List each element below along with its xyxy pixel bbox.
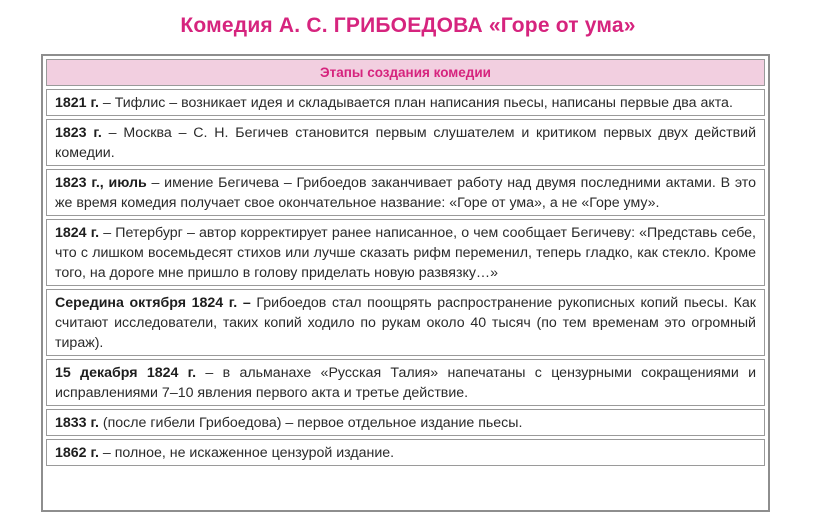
row-date: 15 декабря 1824 г. bbox=[55, 365, 197, 381]
row-text: – в альманахе «Русская Талия» напечатаны с цензурными сокращениями и исправлениями 7–10 явления первого акта и третье действие. bbox=[55, 365, 756, 401]
row-date: 1823 г. bbox=[55, 125, 102, 141]
row-date: 1862 г. bbox=[55, 445, 99, 461]
row-date: 1824 г. bbox=[55, 225, 100, 241]
stages-table bbox=[41, 54, 770, 512]
row-date: 1821 г. bbox=[55, 95, 99, 111]
row-text: – Петербург – автор корректирует ранее написанное, о чем сообщает Бегичеву: «Представь себе, что с лишком восемьдесят стихов или лучше сказать рифм переменил, теперь гладко, как стекло. Кроме того, на дороге мне пришло в голову приделать новую развязку…» bbox=[55, 225, 756, 281]
row-date: 1833 г. bbox=[55, 415, 99, 431]
table-header: Этапы создания комедии bbox=[46, 59, 765, 86]
row-text: Грибоедов стал поощрять распространение рукописных копий пьесы. Как считают исследователи, таких копий ходило по рукам около 40 тысяч (по тем временам это огромный тираж). bbox=[55, 295, 757, 351]
page-title: Комедия А. С. ГРИБОЕДОВА «Горе от ума» bbox=[180, 14, 636, 37]
table-row bbox=[46, 219, 765, 286]
row-date: 1823 г., июль bbox=[55, 175, 147, 191]
row-date: Середина октября 1824 г. – bbox=[55, 295, 251, 311]
table-row bbox=[46, 359, 765, 406]
row-text: – Москва – С. Н. Бегичев становится первым слушателем и критиком первых двух действий комедии. bbox=[55, 125, 756, 161]
row-text: – полное, не искаженное цензурой издание. bbox=[98, 445, 395, 461]
table-row bbox=[46, 169, 765, 216]
table-row bbox=[46, 289, 765, 356]
row-text: – Тифлис – возникает идея и складывается план написания пьесы, написаны первые два акта. bbox=[98, 95, 733, 111]
table-row bbox=[46, 439, 765, 466]
table-row bbox=[46, 89, 765, 116]
row-text: (после гибели Грибоедова) – первое отдельное издание пьесы. bbox=[98, 415, 523, 431]
table-row bbox=[46, 409, 765, 436]
table-row bbox=[46, 119, 765, 166]
row-text: – имение Бегичева – Грибоедов заканчивает работу над двумя последними актами. В это же время комедия получает свое окончательное название: «Горе от ума», а не «Горе уму». bbox=[55, 175, 756, 211]
